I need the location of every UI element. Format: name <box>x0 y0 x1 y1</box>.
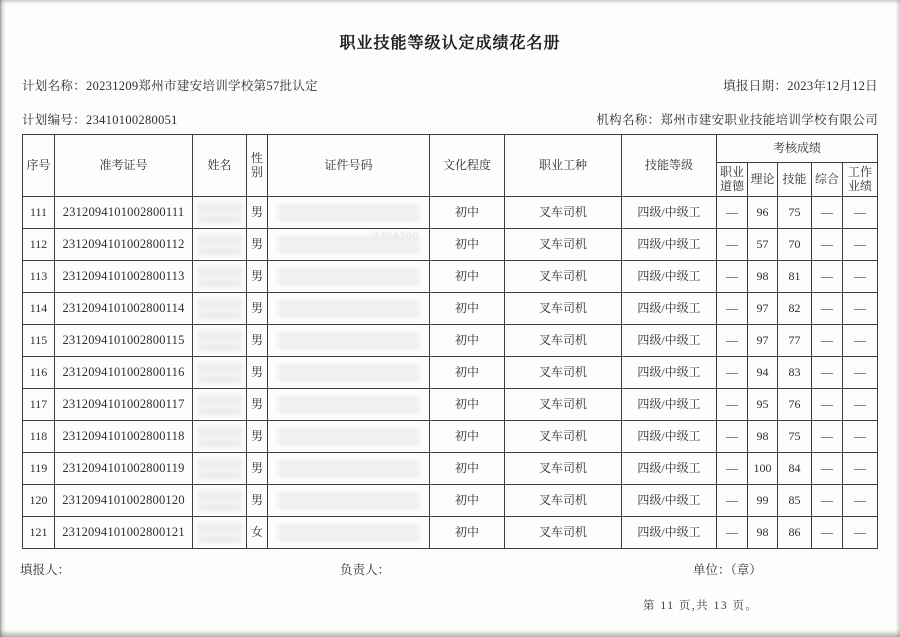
comprehensive-score-cell: — <box>812 453 843 485</box>
comprehensive-score-cell: — <box>812 325 843 357</box>
name-cell-redacted <box>193 453 247 485</box>
ticket-number-cell: 2312094101002800118 <box>55 421 193 453</box>
col-header-work: 工作业绩 <box>843 163 878 197</box>
skill-score-cell: 86 <box>778 517 812 549</box>
skill-score-cell: 70 <box>778 229 812 261</box>
ticket-number-cell: 2312094101002800120 <box>55 485 193 517</box>
plan-name-label: 计划名称： <box>22 79 87 93</box>
occupation-cell: 叉车司机 <box>505 421 622 453</box>
education-cell: 初中 <box>430 453 505 485</box>
theory-score-cell: 100 <box>748 453 778 485</box>
skill-level-cell: 四级/中级工 <box>622 293 717 325</box>
gender-cell: 男 <box>247 261 268 293</box>
name-redaction-smudge <box>197 203 243 223</box>
work-score-cell: — <box>843 357 878 389</box>
seq-cell: 119 <box>23 453 55 485</box>
col-header-education: 文化程度 <box>430 135 505 197</box>
table-row <box>23 197 878 229</box>
report-date <box>723 76 878 94</box>
skill-level-cell: 四级/中级工 <box>622 325 717 357</box>
gender-cell: 男 <box>247 293 268 325</box>
theory-score-cell: 98 <box>748 421 778 453</box>
skill-level-cell: 四级/中级工 <box>622 485 717 517</box>
name-cell-redacted <box>193 485 247 517</box>
seq-cell: 116 <box>23 357 55 389</box>
skill-score-cell: 85 <box>778 485 812 517</box>
name-redaction-smudge <box>197 427 243 447</box>
name-redaction-smudge <box>197 363 243 383</box>
name-redaction-smudge <box>197 491 243 511</box>
theory-score-cell: 99 <box>748 485 778 517</box>
name-cell-redacted <box>193 357 247 389</box>
col-header-ethics: 职业道德 <box>717 163 748 197</box>
id-number-cell-redacted <box>268 197 430 229</box>
id-redaction-smudge <box>278 460 420 477</box>
org-name <box>596 110 878 128</box>
occupation-cell: 叉车司机 <box>505 293 622 325</box>
skill-level-cell: 四级/中级工 <box>622 453 717 485</box>
education-cell: 初中 <box>430 389 505 421</box>
education-cell: 初中 <box>430 357 505 389</box>
gender-cell: 男 <box>247 421 268 453</box>
gender-cell: 男 <box>247 453 268 485</box>
education-cell: 初中 <box>430 517 505 549</box>
occupation-cell: 叉车司机 <box>505 229 622 261</box>
ticket-number-cell: 2312094101002800113 <box>55 261 193 293</box>
education-cell: 初中 <box>430 261 505 293</box>
table-row <box>23 389 878 421</box>
scan-edge-left <box>0 0 6 637</box>
id-number-cell-redacted <box>268 389 430 421</box>
page-title: 职业技能等级认定成绩花名册 <box>339 35 561 52</box>
ticket-number-cell: 2312094101002800111 <box>55 197 193 229</box>
id-redaction-smudge <box>278 204 420 221</box>
ethics-score-cell: — <box>717 293 748 325</box>
col-header-gender: 性别 <box>247 135 268 197</box>
id-redaction-smudge <box>278 364 420 381</box>
skill-level-cell: 四级/中级工 <box>622 229 717 261</box>
work-score-cell: — <box>843 325 878 357</box>
skill-score-cell: 75 <box>778 421 812 453</box>
ticket-number-cell: 2312094101002800117 <box>55 389 193 421</box>
work-score-cell: — <box>843 197 878 229</box>
education-cell: 初中 <box>430 325 505 357</box>
scan-edge-bottom <box>0 630 900 637</box>
seq-cell: 118 <box>23 421 55 453</box>
work-score-cell: — <box>843 517 878 549</box>
plan-number <box>22 110 178 128</box>
col-header-seq: 序号 <box>23 135 55 197</box>
comprehensive-score-cell: — <box>812 421 843 453</box>
name-cell-redacted <box>193 421 247 453</box>
report-date-value: 2023年12月12日 <box>787 79 878 93</box>
work-score-cell: — <box>843 389 878 421</box>
seq-cell: 113 <box>23 261 55 293</box>
skill-score-cell: 75 <box>778 197 812 229</box>
unit-seal-label: 单位：（章） <box>693 563 762 577</box>
gender-cell: 男 <box>247 357 268 389</box>
col-header-theory: 理论 <box>748 163 778 197</box>
skill-score-cell: 84 <box>778 453 812 485</box>
name-redaction-smudge <box>197 267 243 287</box>
comprehensive-score-cell: — <box>812 229 843 261</box>
ticket-number-cell: 2312094101002800116 <box>55 357 193 389</box>
table-row <box>23 293 878 325</box>
ethics-score-cell: — <box>717 325 748 357</box>
ethics-score-cell: — <box>717 453 748 485</box>
id-redaction-smudge <box>278 332 420 349</box>
education-cell: 初中 <box>430 229 505 261</box>
occupation-cell: 叉车司机 <box>505 325 622 357</box>
scan-edge-right <box>895 0 900 637</box>
table-row <box>23 357 878 389</box>
seq-cell: 111 <box>23 197 55 229</box>
col-header-id-number: 证件号码 <box>268 135 430 197</box>
occupation-cell: 叉车司机 <box>505 261 622 293</box>
skill-score-cell: 82 <box>778 293 812 325</box>
name-cell-redacted <box>193 389 247 421</box>
plan-number-value: 23410100280051 <box>86 113 178 127</box>
skill-level-cell: 四级/中级工 <box>622 261 717 293</box>
scan-edge-top <box>0 0 900 4</box>
ethics-score-cell: — <box>717 229 748 261</box>
id-number-cell-redacted <box>268 517 430 549</box>
page-number: 第 11 页,共 13 页。 <box>643 600 759 612</box>
comprehensive-score-cell: — <box>812 357 843 389</box>
theory-score-cell: 95 <box>748 389 778 421</box>
theory-score-cell: 97 <box>748 325 778 357</box>
skill-score-cell: 77 <box>778 325 812 357</box>
skill-score-cell: 83 <box>778 357 812 389</box>
comprehensive-score-cell: — <box>812 517 843 549</box>
ethics-score-cell: — <box>717 197 748 229</box>
name-cell-redacted <box>193 325 247 357</box>
education-cell: 初中 <box>430 293 505 325</box>
name-redaction-smudge <box>197 235 243 255</box>
plan-name-value: 20231209郑州市建安培训学校第57批认定 <box>86 79 318 93</box>
skill-level-cell: 四级/中级工 <box>622 357 717 389</box>
ticket-number-cell: 2312094101002800119 <box>55 453 193 485</box>
table-row <box>23 261 878 293</box>
report-date-label: 填报日期： <box>723 79 788 93</box>
roster-table <box>22 134 878 549</box>
seq-cell: 112 <box>23 229 55 261</box>
education-cell: 初中 <box>430 197 505 229</box>
id-number-cell-redacted <box>268 421 430 453</box>
work-score-cell: — <box>843 261 878 293</box>
occupation-cell: 叉车司机 <box>505 517 622 549</box>
ticket-number-cell: 2312094101002800112 <box>55 229 193 261</box>
col-header-ticket: 准考证号 <box>55 135 193 197</box>
filler-label: 填报人： <box>20 563 71 577</box>
id-redaction-smudge <box>278 492 420 509</box>
ethics-score-cell: — <box>717 485 748 517</box>
col-header-occupation: 职业工种 <box>505 135 622 197</box>
table-row <box>23 453 878 485</box>
responsible-label: 负责人： <box>340 563 391 577</box>
id-redaction-smudge <box>278 268 420 285</box>
col-header-score-group: 考核成绩 <box>717 135 878 163</box>
org-name-label: 机构名称： <box>596 113 661 127</box>
ethics-score-cell: — <box>717 261 748 293</box>
gender-cell: 男 <box>247 485 268 517</box>
seq-cell: 121 <box>23 517 55 549</box>
work-score-cell: — <box>843 453 878 485</box>
theory-score-cell: 97 <box>748 293 778 325</box>
gender-cell: 男 <box>247 229 268 261</box>
name-redaction-smudge <box>197 395 243 415</box>
id-number-cell-redacted <box>268 485 430 517</box>
col-header-skill: 技能 <box>778 163 812 197</box>
theory-score-cell: 98 <box>748 517 778 549</box>
table-row <box>23 229 878 261</box>
comprehensive-score-cell: — <box>812 389 843 421</box>
work-score-cell: — <box>843 421 878 453</box>
occupation-cell: 叉车司机 <box>505 197 622 229</box>
ticket-number-cell: 2312094101002800115 <box>55 325 193 357</box>
id-redaction-smudge <box>278 236 420 253</box>
comprehensive-score-cell: — <box>812 485 843 517</box>
id-redaction-smudge <box>278 428 420 445</box>
ethics-score-cell: — <box>717 421 748 453</box>
name-cell-redacted <box>193 261 247 293</box>
work-score-cell: — <box>843 229 878 261</box>
table-row <box>23 485 878 517</box>
theory-score-cell: 57 <box>748 229 778 261</box>
id-redaction-smudge <box>278 396 420 413</box>
gender-cell: 男 <box>247 389 268 421</box>
seq-cell: 117 <box>23 389 55 421</box>
occupation-cell: 叉车司机 <box>505 357 622 389</box>
seq-cell: 120 <box>23 485 55 517</box>
ethics-score-cell: — <box>717 389 748 421</box>
work-score-cell: — <box>843 293 878 325</box>
col-header-name: 姓名 <box>193 135 247 197</box>
ticket-number-cell: 2312094101002800114 <box>55 293 193 325</box>
theory-score-cell: 96 <box>748 197 778 229</box>
id-number-cell-redacted <box>268 357 430 389</box>
org-name-value: 郑州市建安职业技能培训学校有限公司 <box>660 113 878 127</box>
name-redaction-smudge <box>197 331 243 351</box>
col-header-skill-level: 技能等级 <box>622 135 717 197</box>
skill-level-cell: 四级/中级工 <box>622 517 717 549</box>
occupation-cell: 叉车司机 <box>505 485 622 517</box>
name-cell-redacted <box>193 517 247 549</box>
id-number-cell-redacted <box>268 325 430 357</box>
gender-cell: 女 <box>247 517 268 549</box>
gender-cell: 男 <box>247 197 268 229</box>
skill-score-cell: 76 <box>778 389 812 421</box>
id-number-cell-redacted <box>268 293 430 325</box>
education-cell: 初中 <box>430 485 505 517</box>
comprehensive-score-cell: — <box>812 261 843 293</box>
table-row <box>23 517 878 549</box>
name-redaction-smudge <box>197 459 243 479</box>
theory-score-cell: 98 <box>748 261 778 293</box>
skill-level-cell: 四级/中级工 <box>622 197 717 229</box>
name-cell-redacted <box>193 229 247 261</box>
meta-row-2 <box>22 110 878 128</box>
education-cell: 初中 <box>430 421 505 453</box>
id-redaction-smudge <box>278 300 420 317</box>
plan-number-label: 计划编号： <box>22 113 87 127</box>
table-row <box>23 421 878 453</box>
name-redaction-smudge <box>197 299 243 319</box>
table-row <box>23 325 878 357</box>
occupation-cell: 叉车司机 <box>505 453 622 485</box>
skill-score-cell: 81 <box>778 261 812 293</box>
ethics-score-cell: — <box>717 517 748 549</box>
plan-name <box>22 76 318 94</box>
id-number-cell-redacted <box>268 261 430 293</box>
gender-cell: 男 <box>247 325 268 357</box>
id-number-cell-redacted <box>268 229 430 261</box>
skill-level-cell: 四级/中级工 <box>622 389 717 421</box>
ethics-score-cell: — <box>717 357 748 389</box>
name-redaction-smudge <box>197 523 243 543</box>
theory-score-cell: 94 <box>748 357 778 389</box>
skill-level-cell: 四级/中级工 <box>622 421 717 453</box>
work-score-cell: — <box>843 485 878 517</box>
meta-row-1 <box>22 76 878 94</box>
id-redaction-smudge <box>278 524 420 541</box>
name-cell-redacted <box>193 293 247 325</box>
occupation-cell: 叉车司机 <box>505 389 622 421</box>
ticket-number-cell: 2312094101002800121 <box>55 517 193 549</box>
name-cell-redacted <box>193 197 247 229</box>
signature-row <box>0 560 900 580</box>
seq-cell: 114 <box>23 293 55 325</box>
seq-cell: 115 <box>23 325 55 357</box>
id-number-cell-redacted <box>268 453 430 485</box>
comprehensive-score-cell: — <box>812 293 843 325</box>
comprehensive-score-cell: — <box>812 197 843 229</box>
col-header-comprehensive: 综合 <box>812 163 843 197</box>
